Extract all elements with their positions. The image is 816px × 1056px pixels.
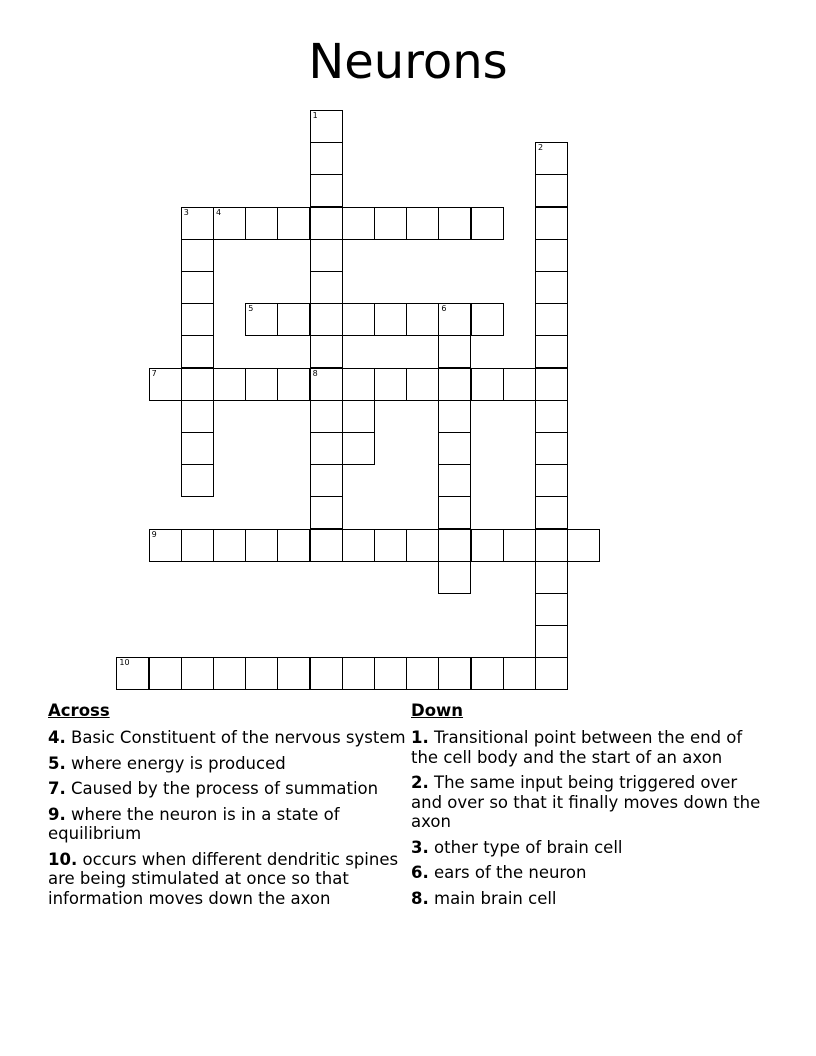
grid-cell[interactable]: [310, 464, 343, 497]
down-clue: [411, 838, 771, 858]
cell-number: 2: [538, 143, 544, 153]
cell-number: 5: [248, 304, 254, 314]
clue-number: 10.: [48, 849, 78, 869]
cell-number: 4: [216, 207, 222, 217]
grid-cell[interactable]: [245, 368, 278, 401]
clue-number: 2.: [411, 773, 429, 792]
grid-cell[interactable]: [535, 271, 568, 304]
across-clues: [48, 700, 408, 914]
clue-number: 9.: [48, 804, 66, 824]
grid-cell[interactable]: [310, 207, 343, 240]
grid-cell[interactable]: [310, 432, 343, 465]
across-clue: [48, 779, 408, 799]
across-clue: [48, 754, 408, 774]
grid-cell[interactable]: [310, 271, 343, 304]
grid-cell[interactable]: [181, 432, 214, 465]
grid-cell[interactable]: [374, 657, 407, 690]
across-heading: Across: [48, 701, 110, 720]
grid-cell[interactable]: [213, 207, 246, 240]
clue-number: 7.: [48, 779, 66, 798]
grid-cell[interactable]: [535, 174, 568, 207]
grid-cell[interactable]: [342, 432, 375, 465]
grid-cell[interactable]: [567, 529, 600, 562]
down-clue: [411, 773, 771, 832]
grid-cell[interactable]: [471, 303, 504, 336]
page-title: Neurons: [308, 34, 508, 90]
grid-cell[interactable]: [181, 657, 214, 690]
grid-cell[interactable]: [342, 207, 375, 240]
grid-cell[interactable]: [438, 529, 471, 562]
clue-text: Caused by the process of summation: [71, 779, 379, 798]
grid-cell[interactable]: [535, 657, 568, 690]
grid-cell[interactable]: [310, 174, 343, 207]
grid-cell[interactable]: [277, 368, 310, 401]
grid-cell[interactable]: [342, 303, 375, 336]
grid-cell[interactable]: [535, 303, 568, 336]
grid-cell[interactable]: [245, 657, 278, 690]
clue-text: Basic Constituent of the nervous system: [71, 728, 406, 747]
grid-cell[interactable]: [310, 142, 343, 175]
grid-cell[interactable]: [277, 657, 310, 690]
grid-cell[interactable]: [535, 400, 568, 433]
cell-number: 6: [441, 304, 447, 314]
grid-cell[interactable]: [181, 335, 214, 368]
grid-cell[interactable]: [535, 239, 568, 272]
grid-cell[interactable]: [181, 303, 214, 336]
grid-cell[interactable]: [310, 303, 343, 336]
grid-cell[interactable]: [535, 142, 568, 175]
grid-cell[interactable]: [503, 368, 536, 401]
grid-cell[interactable]: [406, 303, 439, 336]
clue-text: where energy is produced: [71, 753, 286, 773]
grid-cell[interactable]: [406, 657, 439, 690]
grid-cell[interactable]: [535, 625, 568, 658]
across-clue: [48, 805, 408, 844]
grid-cell[interactable]: [471, 657, 504, 690]
down-clue: [411, 863, 771, 883]
grid-cell[interactable]: [535, 496, 568, 529]
grid-cell[interactable]: [181, 464, 214, 497]
grid-cell[interactable]: [438, 368, 471, 401]
grid-cell[interactable]: [245, 529, 278, 562]
grid-cell[interactable]: [438, 207, 471, 240]
grid-cell[interactable]: [213, 368, 246, 401]
grid-cell[interactable]: [181, 400, 214, 433]
grid-cell[interactable]: [374, 529, 407, 562]
grid-cell[interactable]: [471, 529, 504, 562]
grid-cell[interactable]: [310, 496, 343, 529]
clue-number: 3.: [411, 837, 429, 857]
grid-cell[interactable]: [535, 529, 568, 562]
down-heading: Down: [411, 701, 464, 720]
cell-number: 3: [183, 207, 189, 217]
grid-cell[interactable]: [471, 368, 504, 401]
grid-cell[interactable]: [310, 400, 343, 433]
clue-number: 8.: [411, 888, 429, 908]
grid-cell[interactable]: [277, 529, 310, 562]
clue-text: main brain cell: [434, 888, 557, 908]
clue-number: 5.: [48, 753, 66, 773]
grid-cell[interactable]: [310, 368, 343, 401]
grid-cell[interactable]: [471, 207, 504, 240]
grid-cell[interactable]: [438, 303, 471, 336]
grid-cell[interactable]: [535, 464, 568, 497]
down-clue: [411, 728, 771, 767]
grid-cell[interactable]: [181, 529, 214, 562]
across-clue: [48, 728, 408, 748]
grid-cell[interactable]: [149, 657, 182, 690]
grid-cell[interactable]: [277, 303, 310, 336]
cell-number: 7: [151, 368, 157, 378]
grid-cell[interactable]: [438, 464, 471, 497]
grid-cell[interactable]: [438, 561, 471, 594]
grid-cell[interactable]: [342, 368, 375, 401]
grid-cell[interactable]: [245, 303, 278, 336]
clue-text: Transitional point between the end of the cell body and the start of an axon: [411, 728, 743, 767]
grid-cell[interactable]: [438, 432, 471, 465]
grid-cell[interactable]: [406, 207, 439, 240]
grid-cell[interactable]: [438, 335, 471, 368]
grid-cell[interactable]: [181, 368, 214, 401]
cell-number: 1: [312, 111, 318, 120]
grid-cell[interactable]: [181, 271, 214, 304]
down-clues: [411, 700, 771, 914]
grid-cell[interactable]: [342, 529, 375, 562]
down-clue: [411, 889, 771, 909]
across-clue: [48, 850, 408, 909]
grid-cell[interactable]: [310, 110, 343, 143]
clue-number: 1.: [411, 728, 429, 747]
grid-cell[interactable]: [503, 657, 536, 690]
grid-cell[interactable]: [406, 529, 439, 562]
grid-cell[interactable]: [213, 657, 246, 690]
grid-cell[interactable]: [310, 239, 343, 272]
clue-number: 4.: [48, 728, 66, 747]
grid-cell[interactable]: [438, 657, 471, 690]
clue-text: ears of the neuron: [434, 863, 587, 882]
grid-cell[interactable]: [181, 207, 214, 240]
grid-cell[interactable]: [181, 239, 214, 272]
grid-cell[interactable]: [374, 368, 407, 401]
clue-text: The same input being triggered over and over so that it finally moves down the axon: [411, 773, 761, 831]
grid-cell[interactable]: [535, 432, 568, 465]
clue-text: other type of brain cell: [434, 837, 623, 857]
grid-cell[interactable]: [535, 207, 568, 240]
cell-number: 10: [119, 658, 130, 668]
grid-cell[interactable]: [342, 657, 375, 690]
grid-cell[interactable]: [149, 529, 182, 562]
grid-cell[interactable]: [374, 207, 407, 240]
grid-cell[interactable]: [438, 496, 471, 529]
grid-cell[interactable]: [277, 207, 310, 240]
grid-cell[interactable]: [310, 529, 343, 562]
grid-cell[interactable]: [245, 207, 278, 240]
grid-cell[interactable]: [342, 400, 375, 433]
clue-text: where the neuron is in a state of equilibrium: [48, 804, 340, 843]
grid-cell[interactable]: [535, 593, 568, 626]
clue-text: occurs when different dendritic spines are being stimulated at once so that information moves down the axon: [48, 849, 399, 908]
grid-cell[interactable]: [374, 303, 407, 336]
grid-cell[interactable]: [406, 368, 439, 401]
grid-cell[interactable]: [310, 657, 343, 690]
cell-number: 8: [312, 368, 318, 378]
grid-cell[interactable]: [535, 335, 568, 368]
grid-cell[interactable]: [535, 368, 568, 401]
grid-cell[interactable]: [503, 529, 536, 562]
grid-cell[interactable]: [116, 657, 149, 690]
cell-number: 9: [151, 529, 157, 539]
grid-cell[interactable]: [149, 368, 182, 401]
grid-cell[interactable]: [310, 335, 343, 368]
grid-cell[interactable]: [213, 529, 246, 562]
clue-number: 6.: [411, 863, 429, 882]
grid-cell[interactable]: [535, 561, 568, 594]
grid-cell[interactable]: [438, 400, 471, 433]
